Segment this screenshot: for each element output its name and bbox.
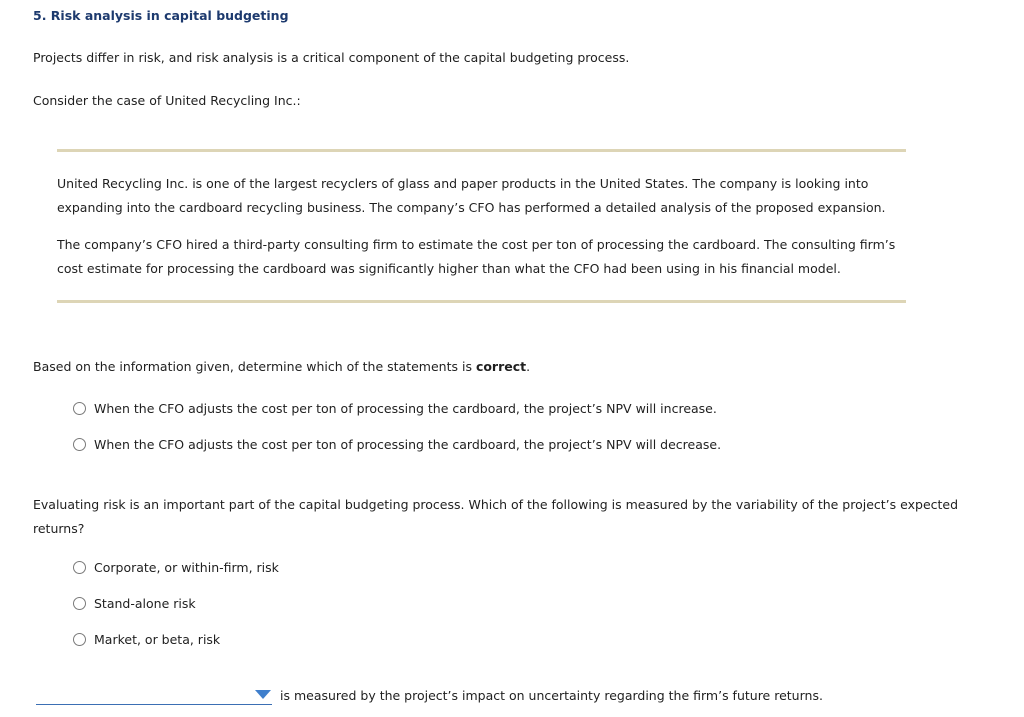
radio-button[interactable] — [73, 438, 86, 451]
q2-option-market-risk[interactable] — [73, 632, 220, 647]
q2-option-label: Corporate, or within-firm, risk — [94, 560, 279, 575]
question-title: 5. Risk analysis in capital budgeting — [33, 8, 289, 23]
case-paragraph-1 — [57, 172, 886, 220]
risk-type-dropdown[interactable] — [36, 688, 272, 705]
q2-option-stand-alone-risk[interactable] — [73, 596, 196, 611]
q2-prompt — [33, 493, 958, 541]
q1-prompt-bold: correct — [475, 359, 527, 374]
case-p2-line1: The company’s CFO hired a third-party consulting firm to estimate the cost per ton of processing the cardboard. The consulting firm’s — [57, 237, 896, 252]
q1-option-label: When the CFO adjusts the cost per ton of processing the cardboard, the project’s NPV will decrease. — [94, 437, 722, 452]
q2-prompt-line1: Evaluating risk is an important part of the capital budgeting process. Which of the following is measured by the variability of the project’s expected — [33, 497, 959, 512]
radio-button[interactable] — [73, 597, 86, 610]
q1-prompt-prefix: Based on the information given, determine which of the statements is — [33, 359, 476, 374]
case-box-bottom-rule — [57, 300, 906, 303]
chevron-down-icon[interactable] — [255, 690, 271, 699]
radio-button[interactable] — [73, 561, 86, 574]
q1-prompt-suffix: . — [526, 359, 531, 374]
case-p1-line1: United Recycling Inc. is one of the largest recyclers of glass and paper products in the United States. The company is looking into — [57, 176, 869, 191]
q3-sentence-suffix: is measured by the project’s impact on uncertainty regarding the firm’s future returns. — [280, 688, 823, 703]
intro-text: Projects differ in risk, and risk analysis is a critical component of the capital budgeting process. — [33, 50, 630, 65]
q1-prompt — [33, 359, 530, 374]
case-paragraph-2 — [57, 233, 895, 281]
q2-prompt-line2: returns? — [33, 521, 85, 536]
case-prompt: Consider the case of United Recycling Inc.: — [33, 93, 301, 108]
case-p1-line2: expanding into the cardboard recycling business. The company’s CFO has performed a detailed analysis of the proposed expansion. — [57, 200, 886, 215]
radio-button[interactable] — [73, 402, 86, 415]
q1-option-label: When the CFO adjusts the cost per ton of processing the cardboard, the project’s NPV will increase. — [94, 401, 717, 416]
q2-option-label: Market, or beta, risk — [94, 632, 221, 647]
q2-option-label: Stand-alone risk — [94, 596, 196, 611]
q2-option-corporate-risk[interactable] — [73, 560, 279, 575]
case-box-top-rule — [57, 149, 906, 152]
radio-button[interactable] — [73, 633, 86, 646]
q1-option-decrease[interactable] — [73, 437, 721, 452]
case-p2-line2: cost estimate for processing the cardboard was significantly higher than what the CFO had been using in his financial model. — [57, 261, 841, 276]
q1-option-increase[interactable] — [73, 401, 717, 416]
